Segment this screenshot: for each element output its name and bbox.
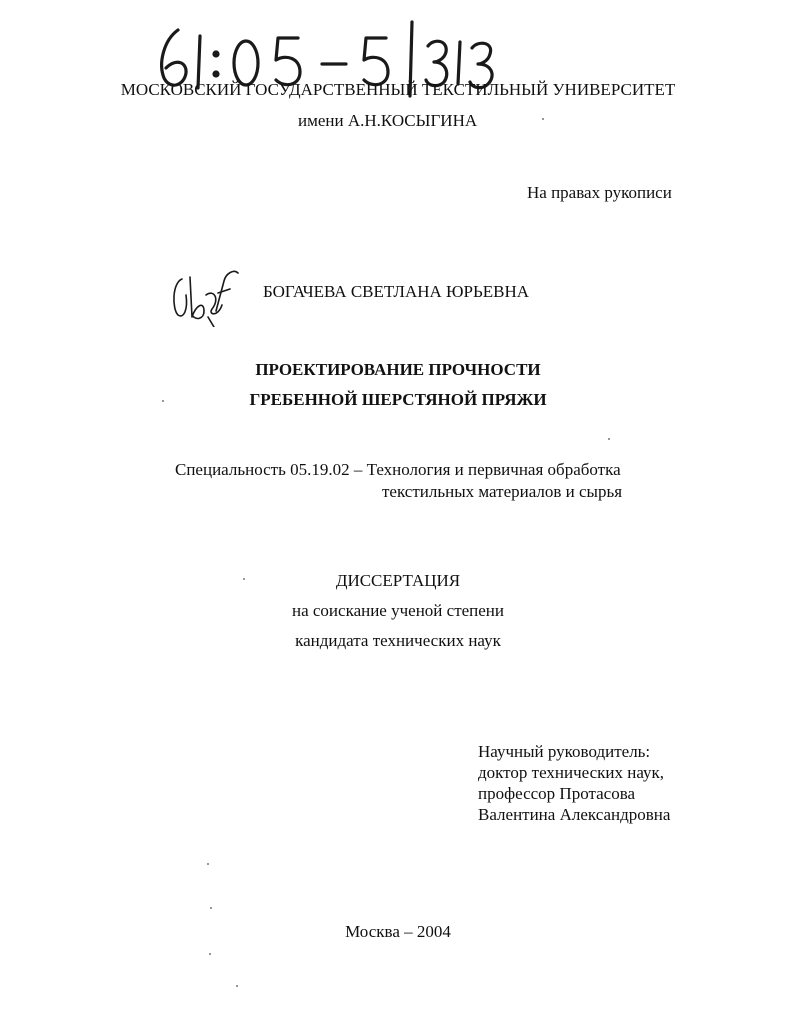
- thesis-title-line-1: ПРОЕКТИРОВАНИЕ ПРОЧНОСТИ: [255, 360, 541, 379]
- scan-speck: [243, 578, 245, 580]
- scan-speck: [608, 438, 610, 440]
- dissertation-heading: ДИССЕРТАЦИЯ: [335, 571, 461, 590]
- supervisor-title-name: профессор Протасова: [478, 784, 636, 803]
- supervisor-first-names: Валентина Александровна: [478, 805, 671, 824]
- scan-speck: [542, 118, 544, 120]
- scan-speck: [210, 907, 212, 909]
- supervisor-degree: доктор технических наук,: [478, 763, 665, 782]
- author-name: БОГАЧЕВА СВЕТЛАНА ЮРЬЕВНА: [263, 282, 529, 301]
- scan-speck: [236, 985, 238, 987]
- degree-line-1: на соискание ученой степени: [291, 601, 505, 620]
- university-named-after: имени А.Н.КОСЫГИНА: [298, 111, 478, 130]
- specialty-line-2: текстильных материалов и сырья: [382, 482, 623, 501]
- scan-speck: [207, 863, 209, 865]
- author-signature: [168, 265, 240, 327]
- university-name: МОСКОВСКИЙ ГОСУДАРСТВЕННЫЙ ТЕКСТИЛЬНЫЙ УНИВЕРСИТЕТ: [120, 80, 676, 99]
- thesis-title-line-2: ГРЕБЕННОЙ ШЕРСТЯНОЙ ПРЯЖИ: [249, 390, 547, 409]
- degree-line-2: кандидата технических наук: [295, 631, 501, 650]
- scan-speck: [209, 953, 211, 955]
- manuscript-rights-note: На правах рукописи: [527, 183, 672, 202]
- specialty-line-1: Специальность 05.19.02 – Технология и первичная обработка: [175, 460, 621, 479]
- supervisor-label: Научный руководитель:: [478, 742, 651, 761]
- city-year: Москва – 2004: [345, 922, 451, 941]
- scan-speck: [162, 400, 164, 402]
